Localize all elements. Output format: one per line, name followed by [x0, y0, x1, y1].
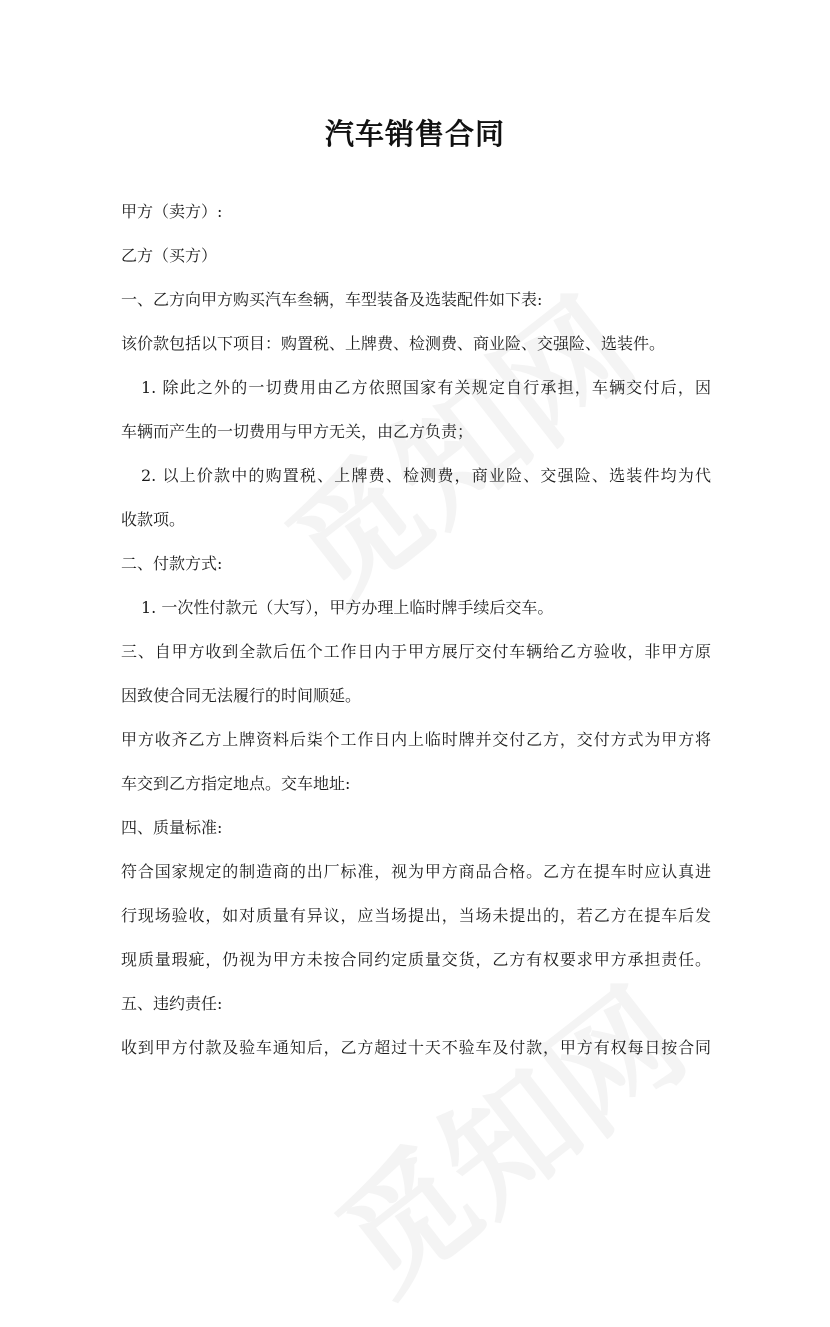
clause-1-1-line-2: 车辆而产生的一切费用与甲方无关，由乙方负责； [121, 422, 474, 441]
section-3-line-1: 三、自甲方收到全款后伍个工作日内于甲方展厅交付车辆给乙方验收，非甲方原 [121, 642, 711, 661]
section-4-heading: 四、质量标准: [121, 818, 223, 837]
price-includes-line: 该价款包括以下项目：购置税、上牌费、检测费、商业险、交强险、选装件。 [121, 334, 666, 353]
party-b-line: 乙方（买方） [121, 246, 218, 265]
section-5-heading: 五、违约责任: [121, 994, 223, 1013]
clause-1-2-line-2: 收款项。 [121, 510, 186, 529]
plate-delivery-line-1: 甲方收齐乙方上牌资料后柒个工作日内上临时牌并交付乙方，交付方式为甲方将 [121, 730, 711, 749]
document-title: 汽车销售合同 [324, 117, 505, 151]
clause-1-1-line-1: 1. 除此之外的一切费用由乙方依照国家有关规定自行承担，车辆交付后，因 [141, 378, 711, 397]
quality-line-1: 符合国家规定的制造商的出厂标准，视为甲方商品合格。乙方在提车时应认真进 [121, 862, 711, 881]
quality-line-2: 行现场验收，如对质量有异议，应当场提出，当场未提出的，若乙方在提车后发 [121, 906, 711, 925]
quality-line-3: 现质量瑕疵，仍视为甲方未按合同约定质量交货，乙方有权要求甲方承担责任。 [121, 950, 711, 969]
section-2-heading: 二、付款方式: [121, 554, 223, 573]
clause-2-1-line: 1. 一次性付款元（大写），甲方办理上临时牌手续后交车。 [141, 598, 554, 617]
document-body [121, 190, 711, 1070]
clause-1-2-line-1: 2. 以上价款中的购置税、上牌费、检测费，商业险、交强险、选装件均为代 [141, 466, 711, 485]
liability-line-1: 收到甲方付款及验车通知后，乙方超过十天不验车及付款，甲方有权每日按合同 [121, 1038, 711, 1057]
plate-delivery-line-2: 车交到乙方指定地点。交车地址: [121, 774, 351, 793]
section-3-line-2: 因致使合同无法履行的时间顺延。 [121, 686, 362, 705]
section-1-heading: 一、乙方向甲方购买汽车叁辆，车型装备及选装配件如下表: [121, 290, 543, 309]
party-a-line: 甲方（卖方）: [121, 202, 223, 221]
